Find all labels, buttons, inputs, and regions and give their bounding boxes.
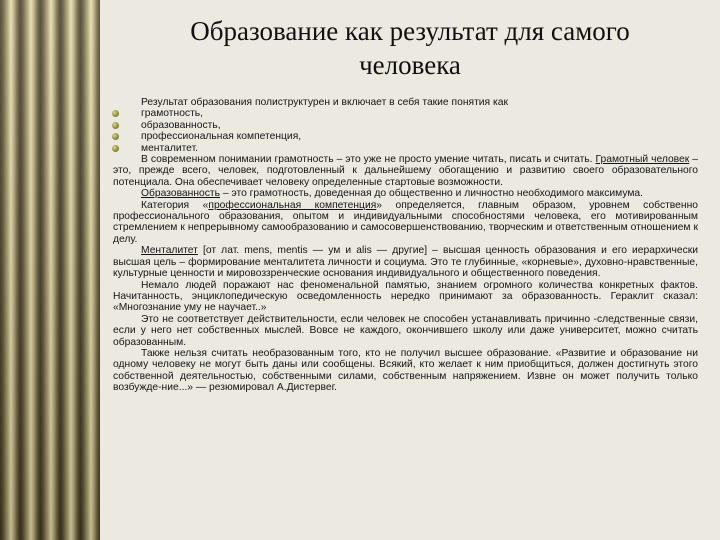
- paragraph-education: Образованность – это грамотность, доведенная до общественно и личностно необходимого максимума.: [141, 188, 644, 200]
- paragraph-competence: Категория «профессиональная компетенция» определяется, главным образом, уровнем собственно профессионального образования, опытом и индивидуальными способностями человека, его мотивированным стремлением к непрерывному самообразованию и самосовершенствованию, творческим и ответственным отношением к делу.: [113, 199, 698, 245]
- paragraph-memory: Немало людей поражают нас феноменальной памятью, знанием огромного количества конкретных фактов. Начитанность, энциклопедическую осведомленность нередко принимают за образованность. Гераклит сказал: «Многознание уму не научает..»: [113, 279, 698, 314]
- bullet-icon: [112, 133, 119, 140]
- bullet-icon: [112, 145, 119, 152]
- bullet-icon: [112, 110, 119, 117]
- term-mentality: Менталитет: [141, 245, 198, 257]
- term-literate-person: Грамотный человек: [595, 154, 690, 166]
- list-item: образованность,: [113, 120, 698, 131]
- list-item: менталитет.: [113, 143, 698, 154]
- bullet-icon: [112, 122, 119, 129]
- paragraph-causality: Это не соответствует действительности, если человек не способен устанавливать причинно -следственные связи, если у него нет собственных мыслей. Вовсе не каждого, окончившего школу или даже университет, можно считать образованным.: [113, 313, 698, 348]
- paragraph-literacy: В современном понимании грамотность – это уже не просто умение читать, писать и считать. Грамотный человек – это, прежде всего, человек, подготовленный к дальнейшему обогащению и развитию своего образовательного потенциала. Она обеспечивает человеку определенные стартовые возможности.: [113, 154, 698, 188]
- term-education: Образованность: [141, 188, 220, 200]
- list-item: профессиональная компетенция,: [113, 131, 698, 142]
- term-competence: профессиональная компетенция: [208, 199, 377, 211]
- list-item: грамотность,: [113, 108, 698, 119]
- slide-title: [100, 14, 720, 82]
- title-line-2: человека: [359, 50, 461, 80]
- intro-text: Результат образования полиструктурен и включает в себя такие понятия как: [141, 97, 508, 108]
- bullet-list: [113, 108, 698, 154]
- title-line-1: Образование как результат для самого: [190, 16, 630, 46]
- decorative-stripes: [0, 0, 100, 540]
- paragraph-disterweg: Также нельзя считать необразованным того, кто не получил высшее образование. «Развитие и образование ни одному человеку не могут быть даны или сообщены. Всякий, кто желает к ним приобщиться, должен достигнуть этого собственной деятельностью, собственными силами, собственным напряжением. Извне он может получить только возбужде-ние...» — резюмировал А.Дистервег.: [113, 347, 698, 394]
- slide-body: [113, 97, 698, 394]
- paragraph-mentality: Менталитет [от лат. mens, mentis — ум и alis — другие] – высшая ценность образования и его иерархически высшая цель – формирование менталитета личности и социума. Это те глубинные, «корневые», духовно-нравственные, культурные ценности и мировоззренческие основания индивидуального и общественного поведения.: [113, 245, 698, 280]
